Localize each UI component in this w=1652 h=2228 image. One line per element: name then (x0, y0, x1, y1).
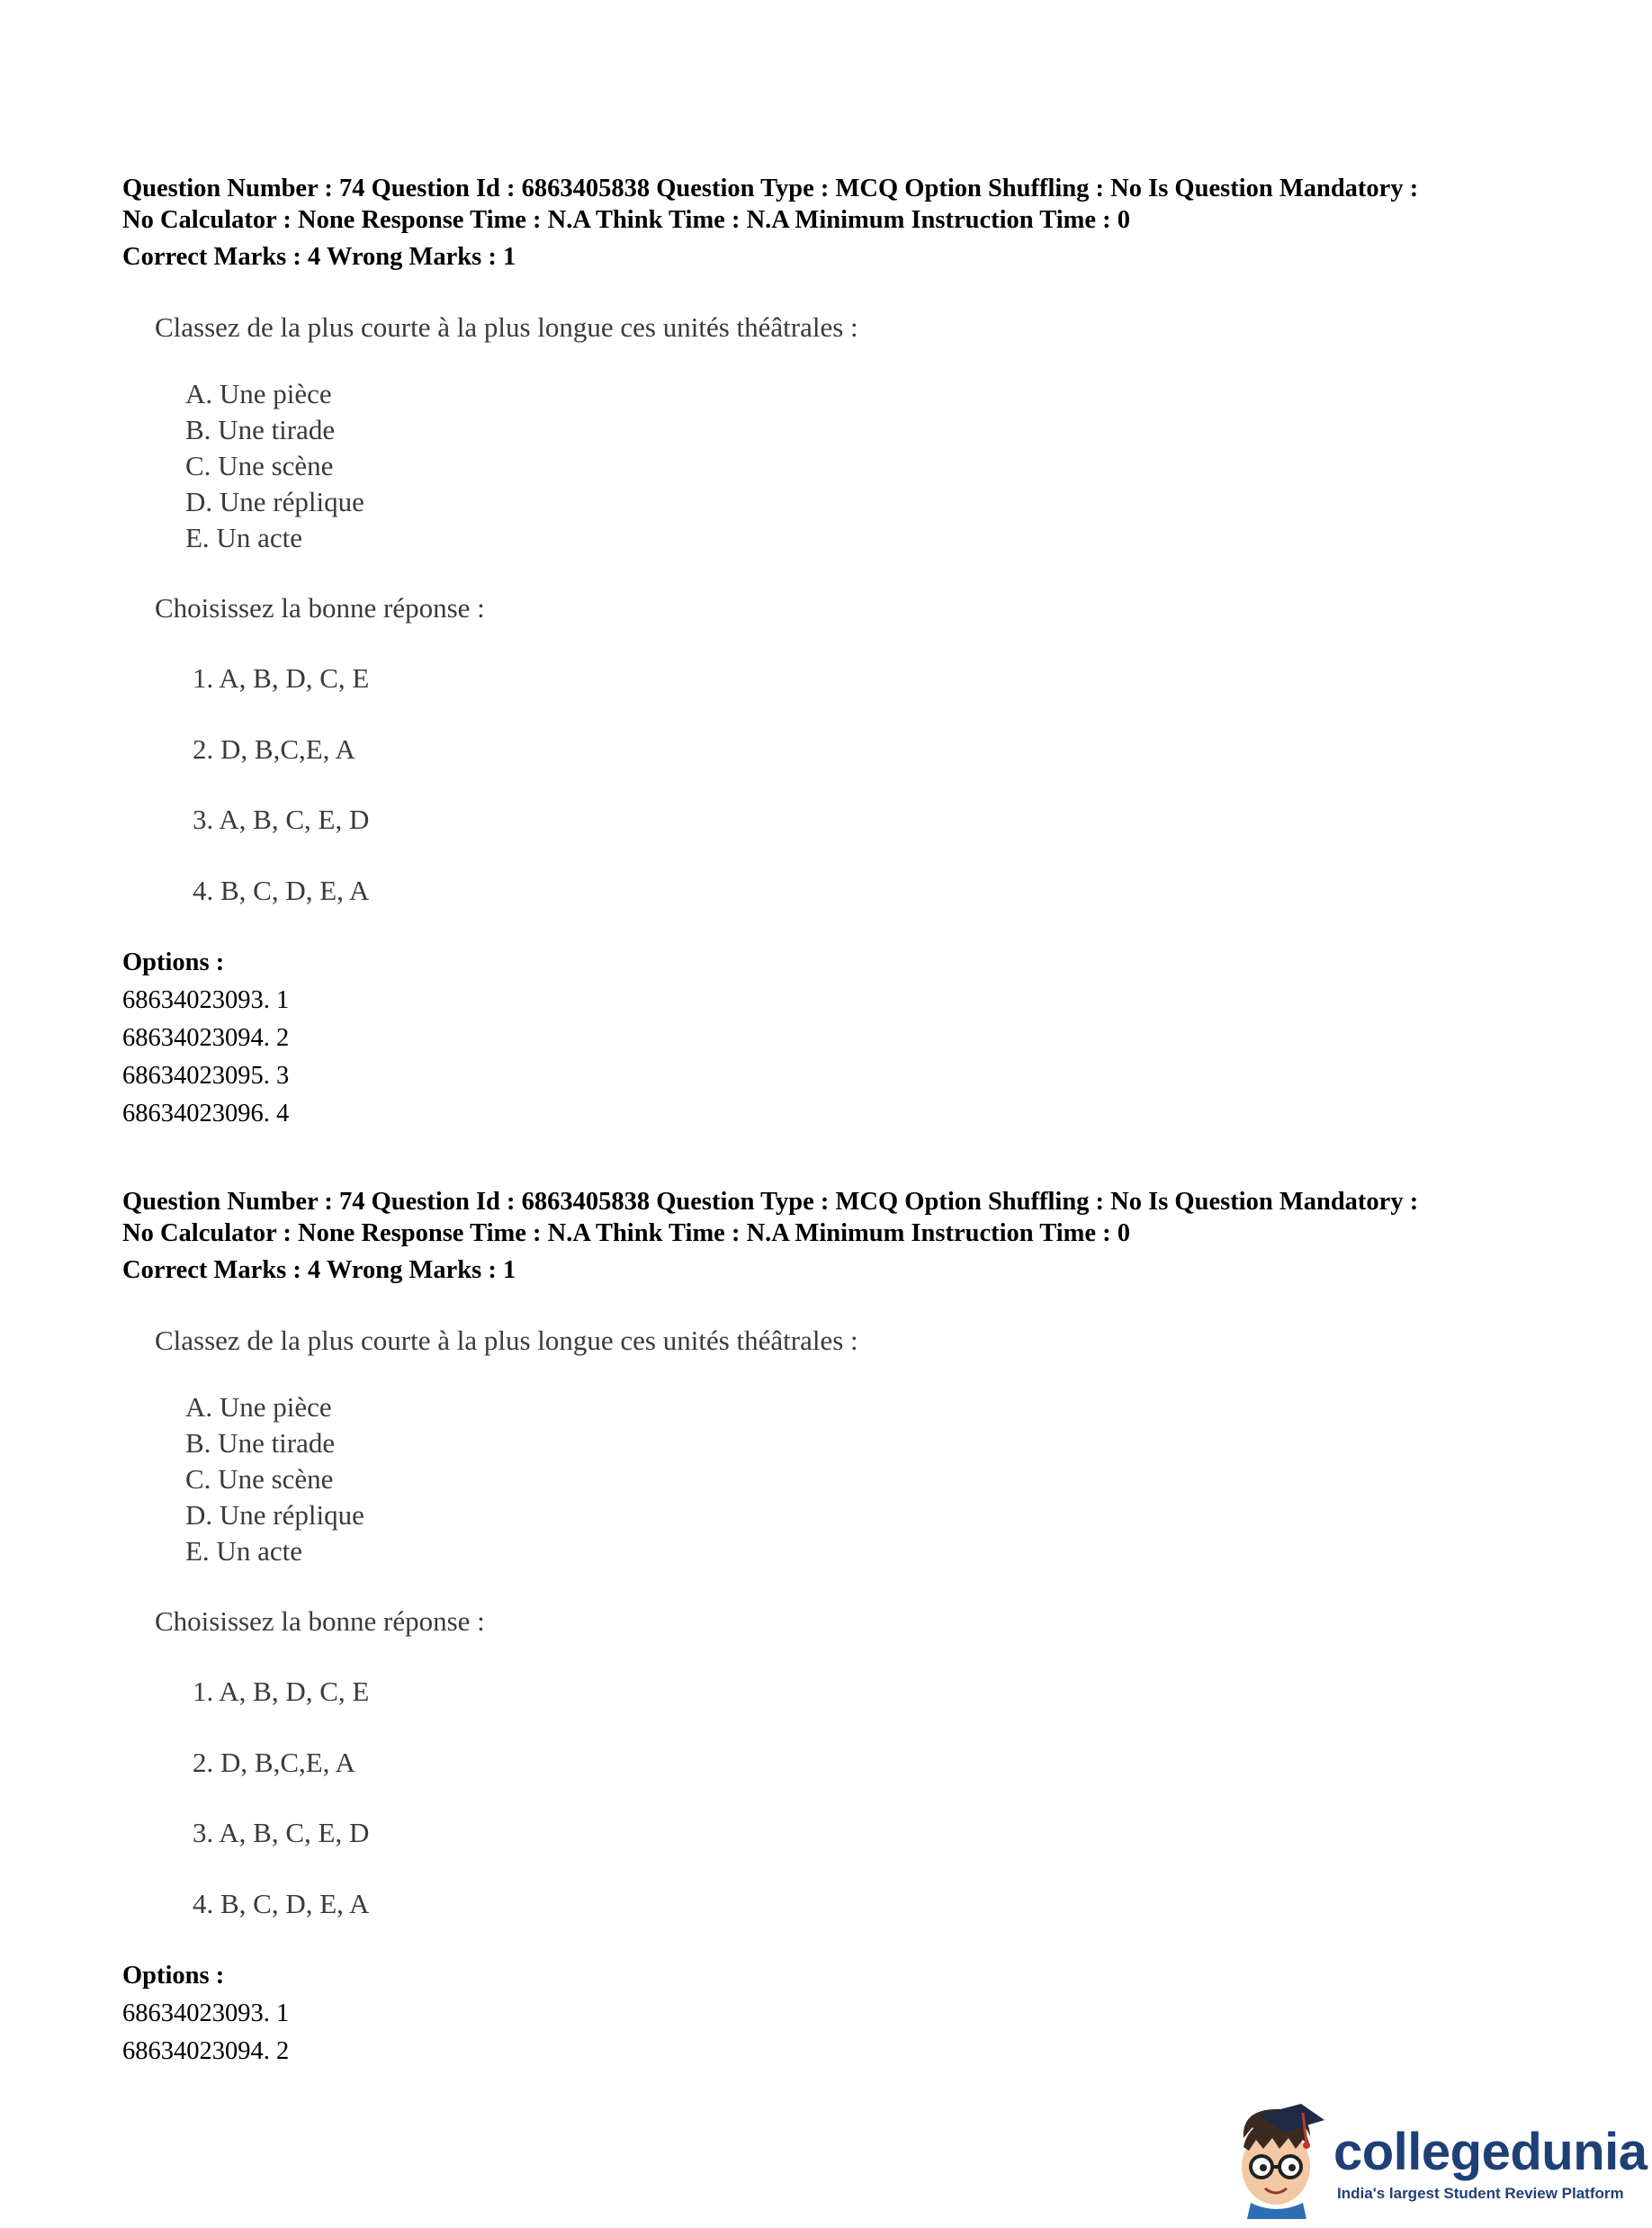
question-item: A. Une pièce (185, 378, 332, 409)
brand-name: collegedunia (1333, 2123, 1648, 2181)
header-line-2: No Calculator : None Response Time : N.A Think Time : N.A Minimum Instruction Time : 0 (122, 1219, 1131, 1247)
question-item: B. Une tirade (185, 1427, 336, 1459)
choose-prompt: Choisissez la bonne réponse : (155, 1605, 485, 1637)
question-item: A. Une pièce (185, 1391, 332, 1423)
answer-choice: 2. D, B,C,E, A (193, 1747, 355, 1778)
brand-tagline: India's largest Student Review Platform (1337, 2185, 1624, 2202)
answer-choice: 1. A, B, D, C, E (193, 1675, 370, 1707)
marks-line: Correct Marks : 4 Wrong Marks : 1 (122, 1256, 516, 1284)
question-prompt: Classez de la plus courte à la plus longue ces unités théâtrales : (155, 311, 858, 343)
option-item: 68634023095. 3 (122, 1062, 290, 1090)
header-line-1: Question Number : 74 Question Id : 6863405838 Question Type : MCQ Option Shuffling : No Is Question Mandatory : (122, 175, 1419, 202)
answer-choice: 1. A, B, D, C, E (193, 662, 370, 694)
question-header (122, 173, 1562, 236)
answer-choice: 2. D, B,C,E, A (193, 733, 355, 765)
answer-choice: 4. B, C, D, E, A (193, 875, 370, 906)
answer-choice: 3. A, B, C, E, D (193, 804, 370, 835)
collegedunia-logo[interactable] (1224, 2102, 1648, 2219)
question-item: E. Un acte (185, 1535, 302, 1567)
question-prompt: Classez de la plus courte à la plus longue ces unités théâtrales : (155, 1325, 858, 1356)
question-item: C. Une scène (185, 1463, 334, 1495)
question-item: E. Un acte (185, 522, 302, 553)
student-mascot-icon (1224, 2102, 1332, 2219)
question-item: B. Une tirade (185, 414, 336, 445)
option-item: 68634023094. 2 (122, 1024, 290, 1052)
question-item: D. Une réplique (185, 486, 364, 517)
marks-line: Correct Marks : 4 Wrong Marks : 1 (122, 243, 516, 271)
option-item: 68634023093. 1 (122, 1999, 290, 2027)
header-line-2: No Calculator : None Response Time : N.A Think Time : N.A Minimum Instruction Time : 0 (122, 206, 1131, 234)
question-header (122, 1186, 1562, 1249)
question-item: C. Une scène (185, 450, 334, 481)
question-item: D. Une réplique (185, 1499, 364, 1531)
options-label: Options : (122, 948, 225, 976)
header-line-1: Question Number : 74 Question Id : 6863405838 Question Type : MCQ Option Shuffling : No Is Question Mandatory : (122, 1188, 1419, 1216)
answer-choice: 3. A, B, C, E, D (193, 1817, 370, 1848)
option-item: 68634023094. 2 (122, 2037, 290, 2065)
option-item: 68634023093. 1 (122, 986, 290, 1014)
answer-choice: 4. B, C, D, E, A (193, 1888, 370, 1919)
choose-prompt: Choisissez la bonne réponse : (155, 592, 485, 624)
option-item: 68634023096. 4 (122, 1100, 290, 1127)
options-label: Options : (122, 1962, 225, 1990)
